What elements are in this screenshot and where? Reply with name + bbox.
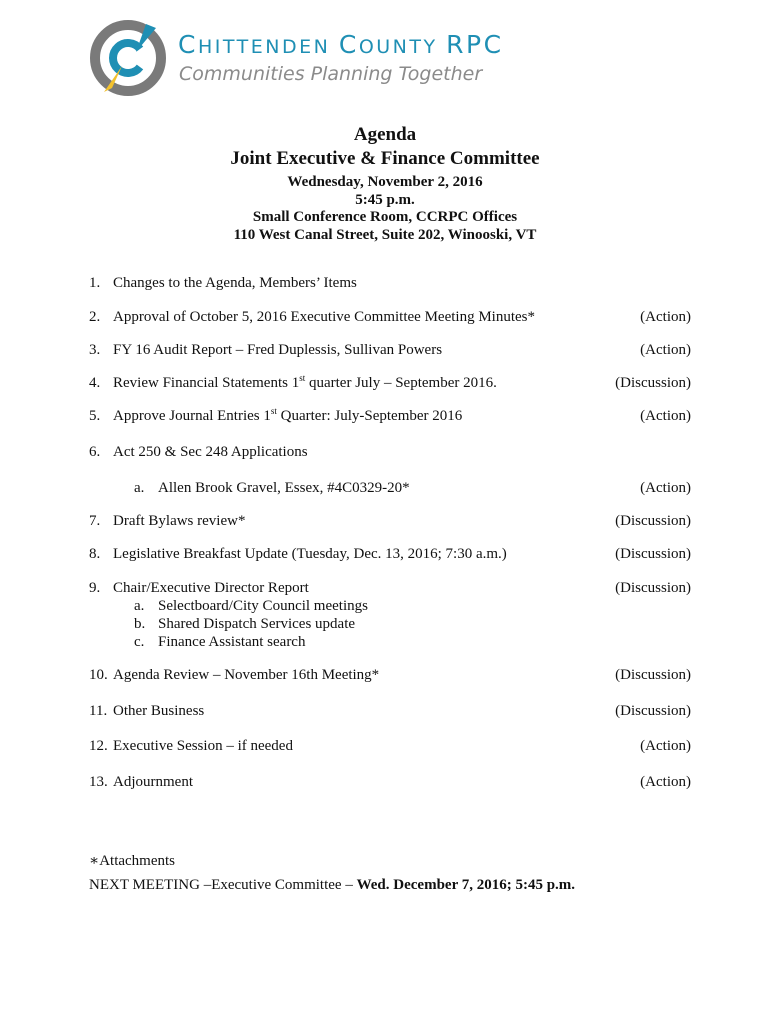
- committee-name: Joint Executive & Finance Committee: [230, 148, 540, 169]
- agenda-title: Agenda: [353, 124, 417, 145]
- organization-tagline: Communities Planning Together: [179, 63, 483, 85]
- ccrpc-logo-icon: [88, 18, 168, 98]
- next-meeting-note: NEXT MEETING –Executive Committee – Wed. December 7, 2016; 5:45 p.m.: [89, 877, 576, 893]
- organization-name: CHITTENDEN COUNTY RPC: [178, 30, 504, 59]
- attachments-note: ∗Attachments: [89, 853, 176, 869]
- meeting-address: 110 West Canal Street, Suite 202, Winooski, VT: [233, 227, 537, 243]
- meeting-date: Wednesday, November 2, 2016: [287, 174, 483, 190]
- meeting-room: Small Conference Room, CCRPC Offices: [252, 209, 518, 225]
- meeting-time: 5:45 p.m.: [355, 192, 415, 208]
